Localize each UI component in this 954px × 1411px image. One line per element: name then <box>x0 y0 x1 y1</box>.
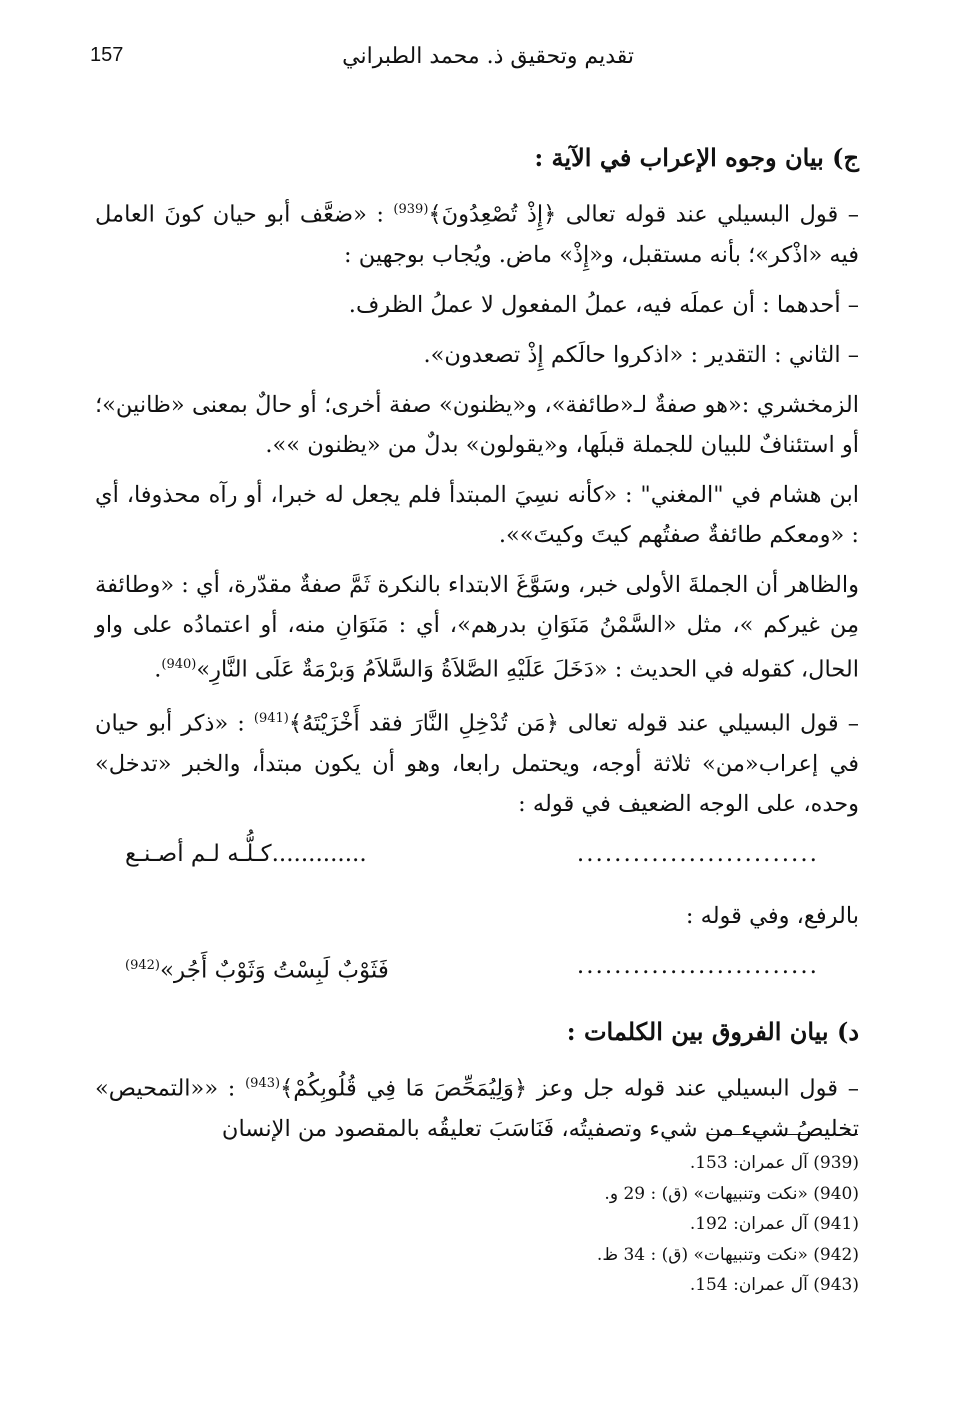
verse-1-second-hemistich: .............كـلُّـه لـم أصـنـع <box>125 840 367 867</box>
verse-1-first-hemistich: .......................... <box>576 840 819 867</box>
paragraph-7-text: – قول البسيلي عند قوله تعالى ﴿مَن تُدْخِلِ النَّارَ فقد أَخْزَيْتَهُ﴾ <box>288 710 859 737</box>
verse-2-second-hemistich <box>125 946 389 991</box>
footnote-943: (943) آل عمران: 154. <box>689 1275 859 1295</box>
footnote-ref-939: (939) <box>393 202 429 217</box>
section-heading-c: ج) بيان وجوه الإعراب في الآية : <box>534 143 859 172</box>
footnote-ref-943: (943) <box>245 1076 281 1092</box>
paragraph-9-rest: : ««التمحيص» تخليصُ شيء من شيء وتصفيتُه، فَنَاسَبَ تعليقُه بالمقصود من الإنسان <box>95 1075 859 1142</box>
paragraph-3: – الثاني : التقدير : «اذكروا حالَكم إِذْ تصعدون». <box>423 341 859 368</box>
paragraph-4: الزمخشري :«هو صفةٌ لـ«طائفة»، و«يظنون» صفة أخرى؛ أو حالٌ بمعنى «ظانين»؛ أو استئنافٌ للبيان للجملة قبلَها، و«يقولون» بدلٌ من «يظنون »». <box>95 391 859 458</box>
paragraph-1-text: – قول البسيلي عند قوله تعالى ﴿إِذْ تُصْعِدُونَ﴾ <box>428 201 859 228</box>
verse-2-first-hemistich: .......................... <box>576 952 819 979</box>
paragraph-7-rest: : «ذكر أبو حيان في إعراب«من» ثلاثة أوجه، ويحتمل رابعا، وهو أن يكون مبتدأ، والخبر «تدخل» وحده، على الوجه الضعيف في قوله : <box>95 710 859 817</box>
paragraph-9-text: – قول البسيلي عند قوله جل وعز ﴿وَلِيُمَحِّصَ مَا فِي قُلُوبِكُمْ﴾ <box>280 1075 859 1102</box>
verse-2-text: فَثَوْبٌ لَبِسْتُ وَثَوْبٌ أَجُر» <box>159 957 389 984</box>
footnote-ref-940: (940) <box>161 656 197 672</box>
paragraph-9 <box>95 1064 859 1149</box>
footnote-ref-942: (942) <box>125 957 160 973</box>
footnote-divider <box>708 1134 858 1135</box>
page-number: 157 <box>90 44 124 66</box>
paragraph-8: بالرفع، وفي قوله : <box>685 902 859 929</box>
paragraph-2: – أحدهما : أن عملَه فيه، عملُ المفعول لا عملُ الظرف. <box>348 291 859 318</box>
main-text <box>95 138 859 1159</box>
footnote-940: (940) «نكت وتنبيهات» (ق) : 29 و. <box>604 1183 859 1204</box>
verse-line-2 <box>125 946 819 991</box>
verse-line-1 <box>125 834 819 874</box>
footnote-942: (942) «نكت وتنبيهات» (ق) : 34 ظ. <box>596 1244 859 1265</box>
footnote-941: (941) آل عمران: 192. <box>689 1214 859 1234</box>
paragraph-6: والظاهر أن الجملةَ الأولى خبر، وسَوَّغَ الابتداء بالنكرة ثَمَّ صفةٌ مقدّرة، أي : «وطائفة مِن غيركم »، مثل «السَّمْنُ مَنَوَانِ بدرهم»، أي : مَنَوَانِ منه، أو اعتمادُه على واو الحال، كقوله في الحديث : «دَخَلَ عَلَيْهِ الصَّلاَةُ وَالسَّلاَمُ وَبرْمَةٌ عَلَى النَّارِ»$^{(940)}$. <box>95 571 859 682</box>
paragraph-6-text: والظاهر أن الجملةَ الأولى خبر، وسَوَّغَ الابتداء بالنكرة ثَمَّ صفةٌ مقدّرة، أي : «وطائفة مِن غيركم »، مثل «السَّمْنُ مَنَوَانِ بدرهم»، أي : مَنَوَانِ منه، أو اعتمادُه على واو الحال، كقوله في الحديث : «دَخَلَ عَلَيْهِ الصَّلاَةُ وَالسَّلاَمُ وَبرْمَةٌ عَلَى النَّارِ» <box>95 571 859 682</box>
paragraph-7 <box>95 699 859 824</box>
running-title: تقديم وتحقيق ذ. محمد الطبراني <box>342 44 634 69</box>
paragraph-1-rest: : «ضعَّف أبو حيان كونَ العامل فيه «اذْكر»؛ بأنه مستقبل، و«إِذْ» ماض. ويُجاب بوجهين : <box>95 201 859 268</box>
section-heading-d: د) بيان الفروق بين الكلمات : <box>566 1017 859 1047</box>
paragraph-5: ابن هشام في "المغني" : «كأنه نسِيَ المبتدأ فلم يجعل له خبرا، أو رآه محذوفا، أي : «ومعكم طائفةٌ صفتُهم كيتَ وكيتَ»». <box>95 481 859 548</box>
footnotes <box>597 1148 859 1301</box>
footnote-ref-941: (941) <box>253 711 289 726</box>
paragraph-1 <box>95 190 859 275</box>
footnote-939: (939) آل عمران: 153. <box>689 1153 859 1173</box>
